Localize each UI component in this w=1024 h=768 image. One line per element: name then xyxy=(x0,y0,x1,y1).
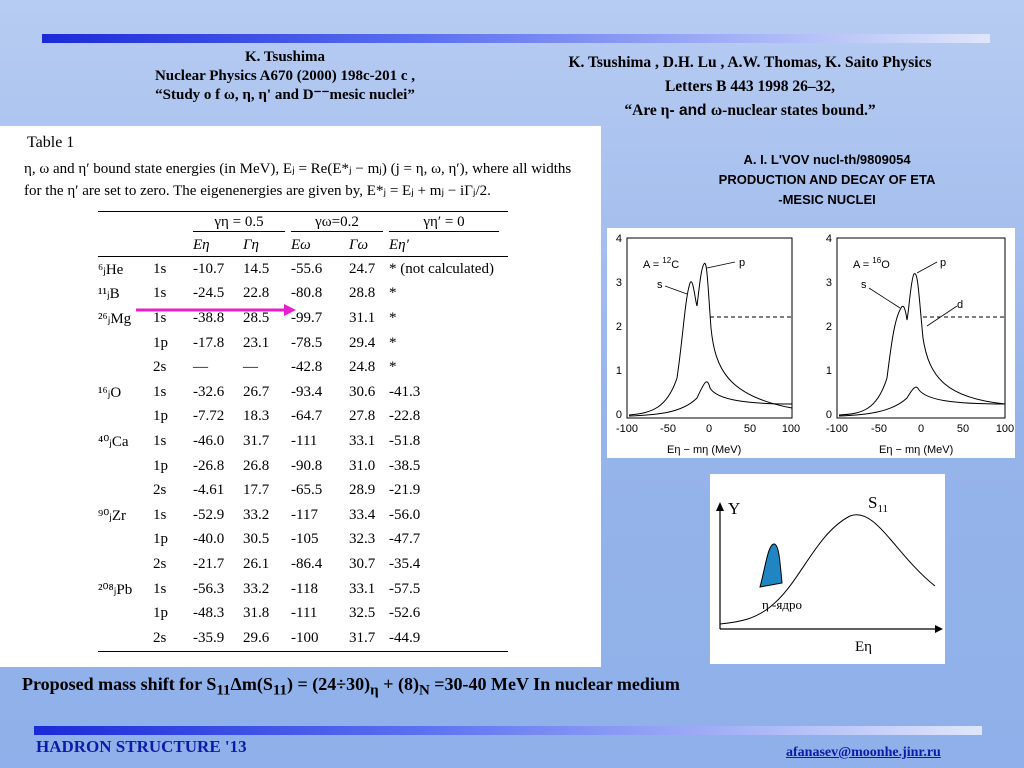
right-plot-s-leader xyxy=(869,288,900,308)
ref-right-title-a: “Are η xyxy=(624,102,670,119)
left-plot-s-leader xyxy=(665,286,687,294)
pink-arrow xyxy=(136,303,296,317)
table-row xyxy=(98,454,508,479)
table-row xyxy=(98,429,508,454)
eta-nucleus-peak xyxy=(760,544,782,587)
table-row xyxy=(98,552,508,577)
col-gamma-omega: Γω xyxy=(349,236,369,253)
table-column-header xyxy=(98,234,508,257)
left-plot-p-label: p xyxy=(739,257,746,269)
proposed-mass-shift xyxy=(22,674,680,700)
tick-label: 3 xyxy=(825,277,832,289)
table-cell: 28.8 xyxy=(349,285,376,302)
tick-label: 0 xyxy=(917,423,925,435)
s11-svg xyxy=(710,474,945,664)
ref-left-journal: Nuclear Physics A670 (2000) 198c-201 c , xyxy=(154,68,416,84)
table-cell: -57.5 xyxy=(389,580,421,597)
table-cell: 24.8 xyxy=(349,359,376,376)
proposed-c: Δm(S xyxy=(230,674,273,694)
tick-label: 4 xyxy=(615,233,622,245)
table-cell: -56.0 xyxy=(389,506,421,523)
table-cell: -56.3 xyxy=(193,580,225,597)
table-cell: 1s xyxy=(153,432,167,449)
table-cell: 33.1 xyxy=(349,580,376,597)
reference-right xyxy=(505,51,995,123)
footer-email[interactable]: afanasev@moonhe.jinr.ru xyxy=(786,745,941,760)
table-caption: η, ω and η′ bound state energies (in MeV), Eⱼ = Re(E*ⱼ − mⱼ) (j = η, ω, η′), where all widths for the η′ are set to zero. The eigenenergies are given by, E*ⱼ = Eⱼ + mⱼ − iΓⱼ/2. xyxy=(24,161,572,199)
s11-resonance-curve xyxy=(720,515,935,624)
bottom-decor-bar xyxy=(34,726,982,735)
table-cell: — xyxy=(193,359,208,376)
col-gamma-eta: Γη xyxy=(243,236,259,253)
table-row xyxy=(98,405,508,430)
table-cell: -80.8 xyxy=(291,285,323,302)
table-cell: -48.3 xyxy=(193,605,225,622)
group-etaprime: γη′ = 0 xyxy=(389,214,499,232)
table-cell: -38.8 xyxy=(193,309,225,326)
table-cell: 32.3 xyxy=(349,531,376,548)
table-cell: -4.61 xyxy=(193,482,225,499)
table-row xyxy=(98,601,508,626)
tick-label: 50 xyxy=(743,423,757,435)
table-cell: 29.6 xyxy=(243,629,270,646)
table-cell: 1p xyxy=(153,605,168,622)
table-row xyxy=(98,331,508,356)
eta-nucleus-plots xyxy=(607,228,1015,458)
table-row xyxy=(98,257,508,282)
table-cell: -52.9 xyxy=(193,506,225,523)
table-cell: -100 xyxy=(291,629,319,646)
tick-label: 50 xyxy=(956,423,970,435)
table-cell: 28.5 xyxy=(243,309,270,326)
s11-x-arrow xyxy=(935,625,943,633)
s11-y-label: Y xyxy=(728,499,741,518)
table-cell: -118 xyxy=(291,580,318,597)
tick-label: 0 xyxy=(615,409,622,421)
ref-right-title-b: - and xyxy=(669,102,711,119)
table-cell: 1p xyxy=(153,408,168,425)
s11-schematic xyxy=(710,474,945,664)
table-cell: -90.8 xyxy=(291,457,323,474)
table-cell: 31.8 xyxy=(243,605,270,622)
table-bottom-rule xyxy=(98,651,508,652)
table-cell: -35.4 xyxy=(389,555,421,572)
left-plot-curve-total xyxy=(629,263,792,415)
right-plot-curve-total xyxy=(839,274,1005,415)
table-cell: -44.9 xyxy=(389,629,421,646)
table-cell: 2s xyxy=(153,629,167,646)
table-cell: 30.5 xyxy=(243,531,270,548)
right-plot-s-label: s xyxy=(861,279,867,291)
table-cell: 2s xyxy=(153,359,167,376)
table-row xyxy=(98,626,508,651)
table-cell: -99.7 xyxy=(291,309,323,326)
table-cell: 31.7 xyxy=(243,432,270,449)
table-cell: -21.7 xyxy=(193,555,225,572)
tick-label: 0 xyxy=(705,423,713,435)
tick-label: -100 xyxy=(615,423,639,435)
table-cell: 24.7 xyxy=(349,260,376,277)
right-plot-d-label: d xyxy=(957,299,964,311)
ref-right-authors: K. Tsushima , D.H. Lu , A.W. Thomas, K. Saito Physics xyxy=(568,54,932,71)
tick-label: -100 xyxy=(825,423,849,435)
table-cell: -32.6 xyxy=(193,383,225,400)
tick-label: 100 xyxy=(781,423,801,435)
table-cell: 26.7 xyxy=(243,383,270,400)
proposed-d: 11 xyxy=(272,682,288,699)
table-cell: 33.2 xyxy=(243,580,270,597)
table-cell: 28.9 xyxy=(349,482,376,499)
table-cell: 22.8 xyxy=(243,285,270,302)
table-cell: 30.7 xyxy=(349,555,376,572)
ref-left-author: K. Tsushima xyxy=(244,49,326,65)
table-cell: 2s xyxy=(153,555,167,572)
table-cell: 29.4 xyxy=(349,334,376,351)
table-cell: -78.5 xyxy=(291,334,323,351)
table-cell: * xyxy=(389,334,397,351)
proposed-b: 11 xyxy=(216,682,231,699)
ref-left-title: “Study o f ω, η, η' and D⁻⁻mesic nuclei” xyxy=(155,87,415,103)
table-cell: -55.6 xyxy=(291,260,323,277)
table-row xyxy=(98,503,508,528)
table-cell: — xyxy=(243,359,258,376)
table-cell: * xyxy=(389,285,397,302)
table-cell: 26.1 xyxy=(243,555,270,572)
proposed-i: =30-40 MeV In nuclear medium xyxy=(429,674,680,694)
ref-right-title xyxy=(505,99,995,123)
table-cell: ⁶ⱼHe xyxy=(98,261,124,278)
table-cell: ¹⁶ⱼO xyxy=(98,384,122,401)
table-cell: 33.4 xyxy=(349,506,376,523)
table-group-header xyxy=(98,211,508,234)
top-decor-bar xyxy=(42,34,990,43)
table-title: Table 1 xyxy=(27,134,75,151)
right-plot-p-leader xyxy=(917,262,937,273)
lvov-line2: PRODUCTION AND DECAY OF ETA xyxy=(718,172,936,187)
group-omega: γω=0.2 xyxy=(291,214,383,232)
s11-label: $S_{11}$ xyxy=(868,493,889,515)
proposed-f: η xyxy=(370,682,379,699)
eta-nucleus-label: η -ядро xyxy=(762,597,802,612)
footer-conference: HADRON STRUCTURE '13 xyxy=(36,737,247,756)
table-cell: 17.7 xyxy=(243,482,270,499)
table-cell: ²⁶ⱼMg xyxy=(98,310,132,327)
table-panel xyxy=(0,126,601,667)
left-plot-curve-background xyxy=(629,382,792,416)
table-cell: 1s xyxy=(153,506,167,523)
table-row xyxy=(98,577,508,602)
table-cell: -52.6 xyxy=(389,605,421,622)
table-cell: * xyxy=(389,359,397,376)
table-cell: -64.7 xyxy=(291,408,323,425)
table-cell: 1s xyxy=(153,383,167,400)
right-plot-p-label: p xyxy=(940,257,947,269)
table-cell: 30.6 xyxy=(349,383,376,400)
table-cell: 32.5 xyxy=(349,605,376,622)
col-e-etaprime: Eη′ xyxy=(389,236,409,253)
lvov-reference xyxy=(672,150,982,210)
right-plot-xlabel: Eη − mη (MeV) xyxy=(879,444,954,456)
tick-label: 1 xyxy=(825,365,832,377)
bound-state-table xyxy=(98,211,508,652)
table-cell: * xyxy=(389,309,397,326)
table-cell: -47.7 xyxy=(389,531,421,548)
right-plot-d-leader xyxy=(927,306,957,326)
proposed-h: N xyxy=(418,682,430,699)
tick-label: -50 xyxy=(871,423,887,435)
reference-left xyxy=(100,48,470,105)
col-e-eta: Eη xyxy=(193,236,210,253)
table-row xyxy=(98,380,508,405)
proposed-a: Proposed mass shift for S xyxy=(22,674,217,694)
table-cell: -111 xyxy=(291,432,318,449)
tick-label: -50 xyxy=(660,423,676,435)
table-cell: 26.8 xyxy=(243,457,270,474)
lvov-line1: A. I. L'VOV nucl-th/9809054 xyxy=(743,152,911,167)
proposed-e: ) = (24÷30) xyxy=(287,674,371,694)
table-cell: -41.3 xyxy=(389,383,421,400)
table-cell: 27.8 xyxy=(349,408,376,425)
ref-right-journal: Letters B 443 1998 26–32, xyxy=(664,78,836,95)
table-cell: -7.72 xyxy=(193,408,225,425)
right-plot-curve-background xyxy=(839,387,1005,416)
table-cell: 31.0 xyxy=(349,457,376,474)
table-cell: -21.9 xyxy=(389,482,421,499)
table-cell: 1p xyxy=(153,334,168,351)
tick-label: 1 xyxy=(615,365,622,377)
table-cell: -46.0 xyxy=(193,432,225,449)
table-cell: 1s xyxy=(153,285,167,302)
table-cell: 31.7 xyxy=(349,629,376,646)
tick-label: 4 xyxy=(825,233,832,245)
table-cell: 33.2 xyxy=(243,506,270,523)
table-cell: 2s xyxy=(153,482,167,499)
table-cell: ⁹⁰ⱼZr xyxy=(98,507,127,524)
table-cell: -38.5 xyxy=(389,457,421,474)
col-e-omega: Eω xyxy=(291,236,311,253)
table-cell: 23.1 xyxy=(243,334,270,351)
table-cell: -17.8 xyxy=(193,334,225,351)
tick-label: 2 xyxy=(825,321,832,333)
table-row xyxy=(98,478,508,503)
table-cell: 18.3 xyxy=(243,408,270,425)
table-cell: -42.8 xyxy=(291,359,323,376)
table-cell: 1s xyxy=(153,580,167,597)
table-cell: -24.5 xyxy=(193,285,225,302)
table-cell: -35.9 xyxy=(193,629,225,646)
table-cell: -65.5 xyxy=(291,482,323,499)
table-cell: -105 xyxy=(291,531,319,548)
table-cell: ⁴⁰ⱼCa xyxy=(98,433,129,450)
table-cell: * (not calculated) xyxy=(389,260,494,277)
proposed-g: + (8) xyxy=(378,674,419,694)
table-cell: 1p xyxy=(153,531,168,548)
tick-label: 3 xyxy=(615,277,622,289)
table-cell: -22.8 xyxy=(389,408,421,425)
ref-right-title-c: ω-nuclear states bound.” xyxy=(710,102,876,119)
left-plot-p-leader xyxy=(707,262,735,268)
table-cell: -26.8 xyxy=(193,457,225,474)
table-cell: 14.5 xyxy=(243,260,270,277)
table-cell: -93.4 xyxy=(291,383,323,400)
right-plot-nucleus-label: A = $^{16}$O xyxy=(853,256,890,271)
left-plot-xlabel: Eη − mη (MeV) xyxy=(667,444,742,456)
tick-label: 0 xyxy=(825,409,832,421)
table-cell: 1s xyxy=(153,260,167,277)
left-plot-nucleus-label: A = $^{12}$C xyxy=(643,256,680,271)
tick-label: 2 xyxy=(615,321,622,333)
s11-x-label: Eη xyxy=(855,639,873,655)
left-plot-s-label: s xyxy=(657,279,663,291)
lvov-line3: -MESIC NUCLEI xyxy=(778,192,876,207)
table-cell: -117 xyxy=(291,506,318,523)
table-row xyxy=(98,355,508,380)
group-eta: γη = 0.5 xyxy=(193,214,285,232)
s11-y-arrow xyxy=(716,502,724,511)
table-cell: -40.0 xyxy=(193,531,225,548)
table-cell: ¹¹ⱼB xyxy=(98,286,120,303)
table-cell: -86.4 xyxy=(291,555,323,572)
table-cell: 1p xyxy=(153,457,168,474)
table-cell: 33.1 xyxy=(349,432,376,449)
table-cell: -111 xyxy=(291,605,318,622)
table-cell: -51.8 xyxy=(389,432,421,449)
table-cell: 31.1 xyxy=(349,309,376,326)
table-cell: ²⁰⁸ⱼPb xyxy=(98,581,133,598)
eta-plots-svg xyxy=(607,228,1015,458)
table-cell: 1s xyxy=(153,309,167,326)
table-row xyxy=(98,528,508,553)
table-cell: -10.7 xyxy=(193,260,225,277)
tick-label: 100 xyxy=(995,423,1015,435)
